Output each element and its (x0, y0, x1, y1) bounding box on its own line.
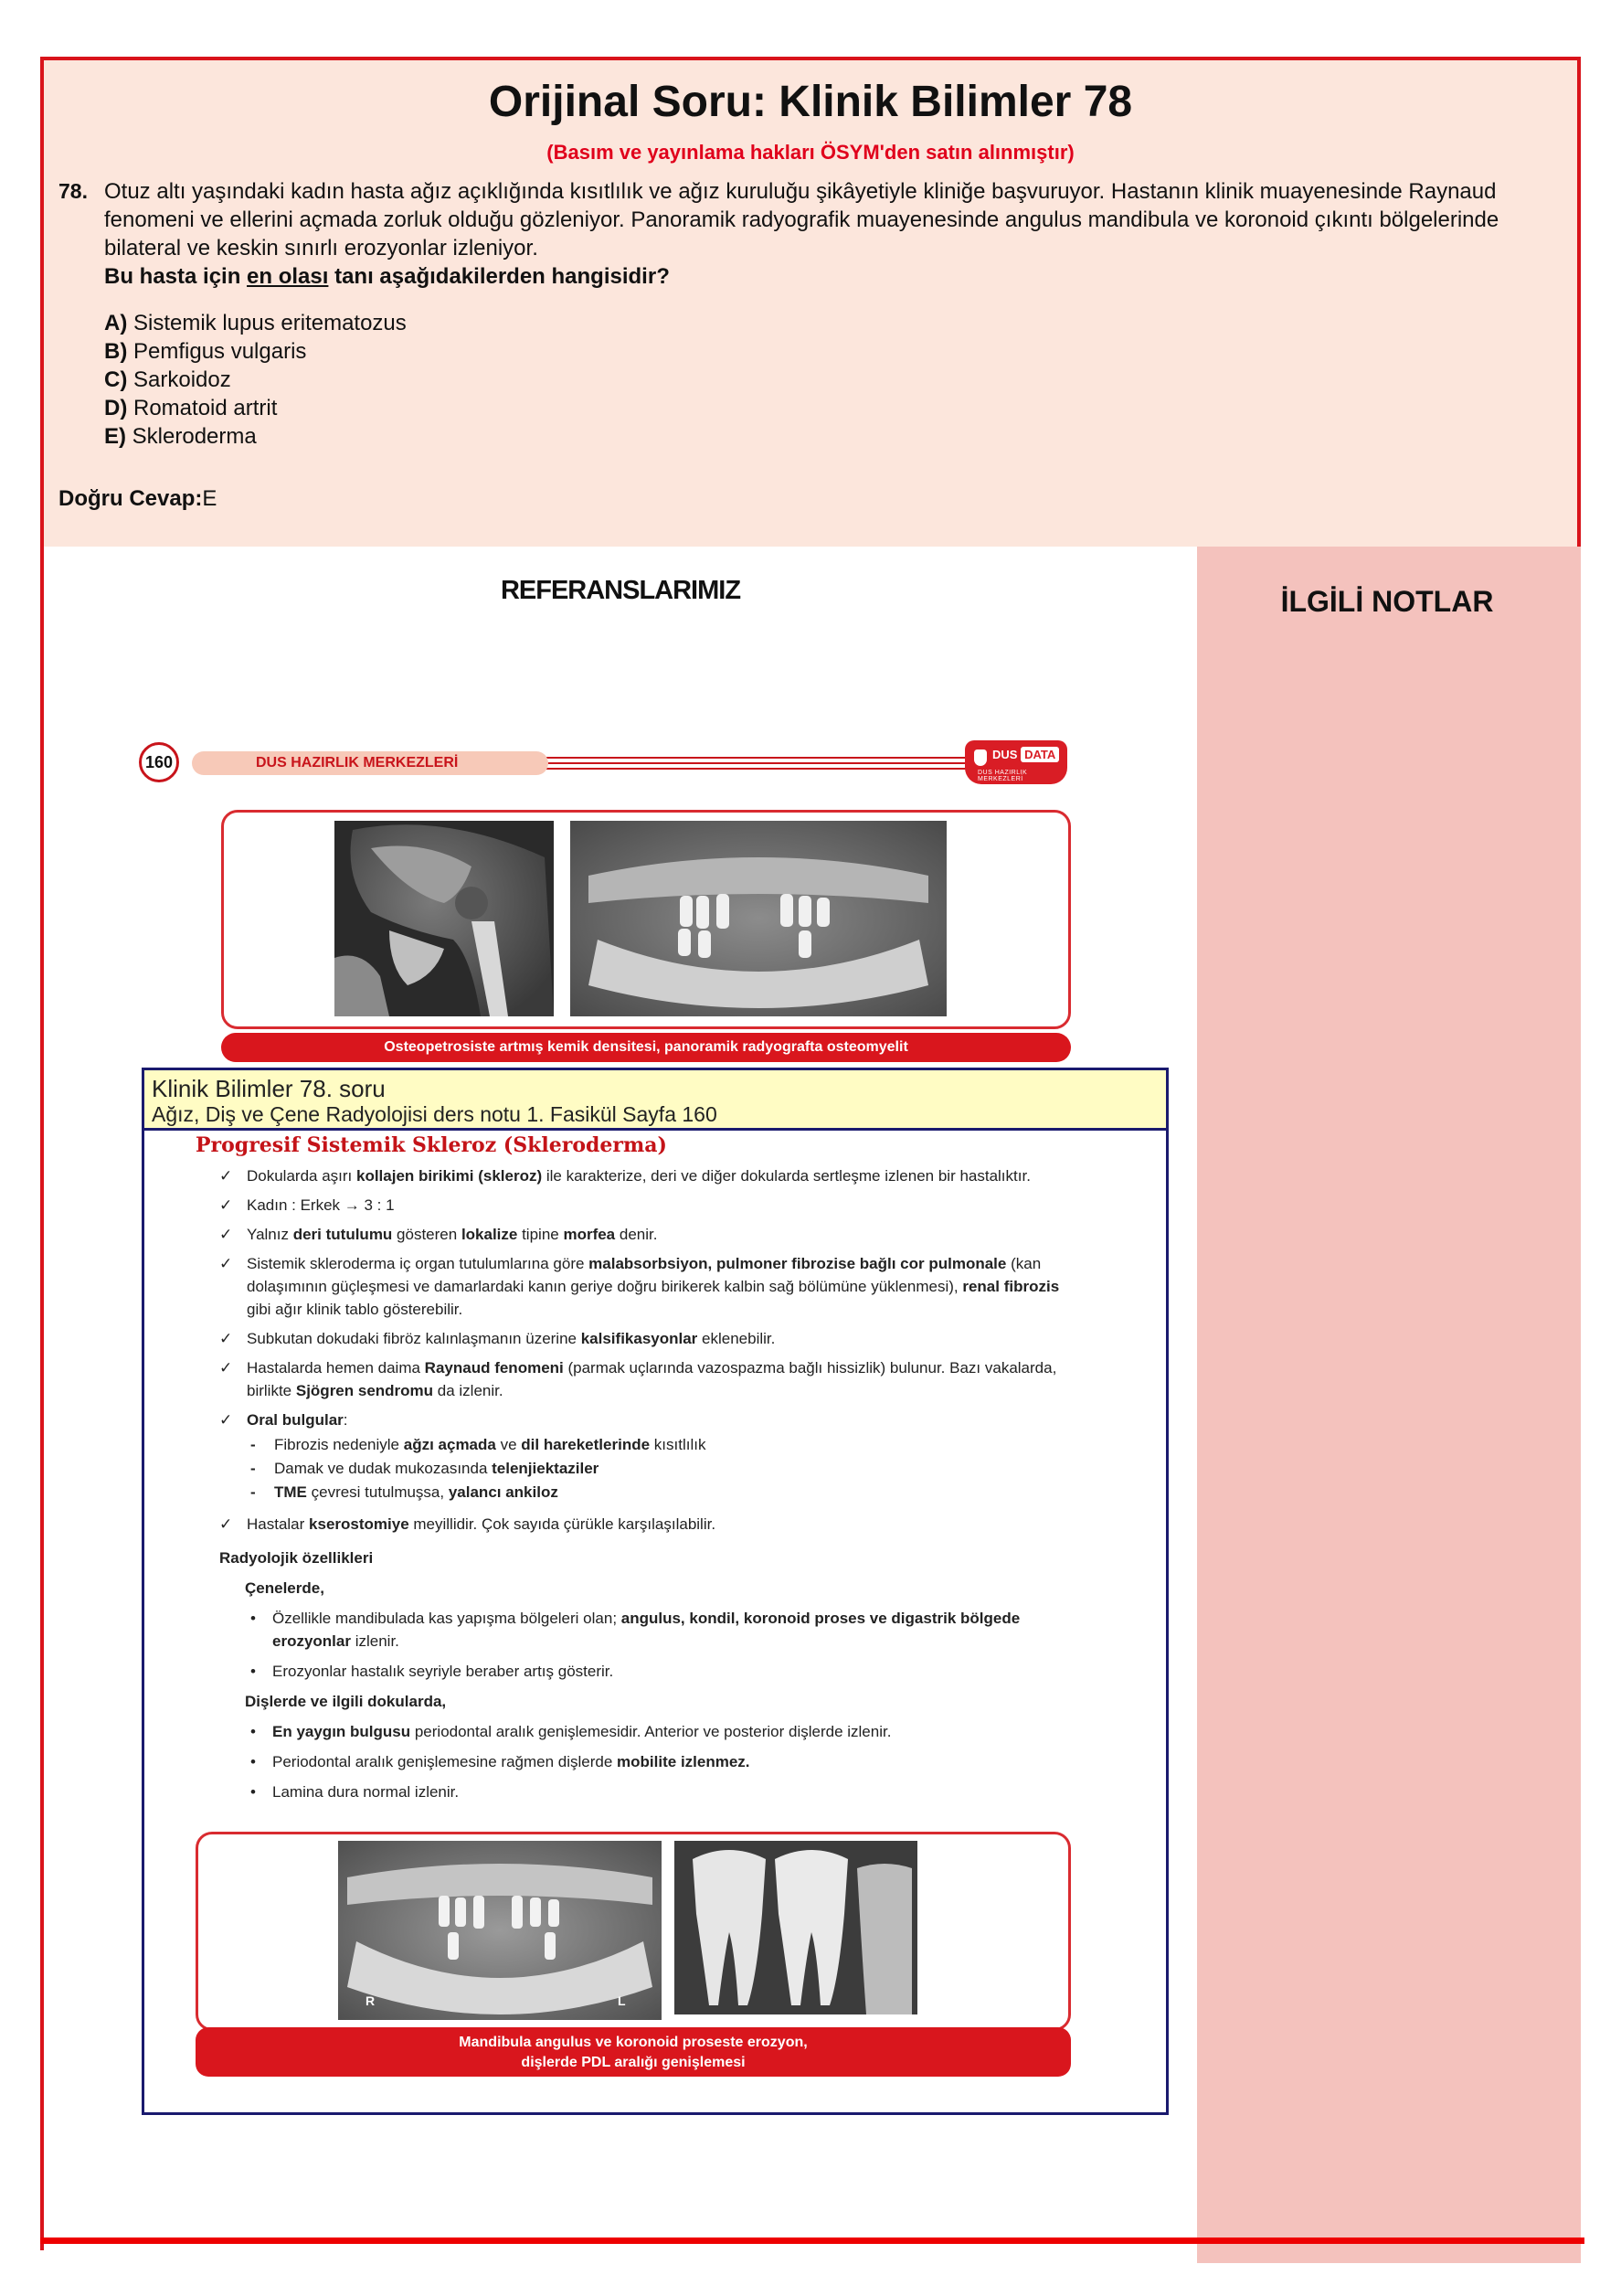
dash-marker: - (250, 1436, 256, 1453)
logo-subtext: DUS HAZIRLIK MERKEZLERİ (978, 770, 1028, 782)
option-letter: C) (104, 367, 128, 392)
text: Sistemik skleroderma iç organ tutulumlarına göre (247, 1255, 589, 1272)
dash-marker: - (250, 1483, 256, 1501)
option-text: Romatoid artrit (133, 396, 278, 420)
dot-item (219, 1750, 1071, 1773)
text: tipine (517, 1226, 564, 1243)
dot-item (219, 1607, 1071, 1653)
caption-line: dişlerde PDL aralığı genişlemesi (521, 2055, 746, 2070)
header-rule (541, 762, 998, 764)
text: Dokularda aşırı (247, 1167, 356, 1185)
text: Subkutan dokudaki fibröz kalınlaşmanın üzerine (247, 1330, 581, 1347)
references-title: REFERANSLARIMIZ (500, 576, 741, 605)
dash-marker: - (250, 1460, 256, 1477)
bullet-item (219, 1252, 1071, 1321)
check-icon: ✓ (219, 1196, 233, 1214)
dot-item (219, 1660, 1071, 1683)
radiology-heading: Radyolojik özellikleri (219, 1549, 374, 1567)
dot-marker: • (250, 1610, 256, 1627)
logo-text (992, 748, 1059, 761)
text: Periodontal aralık genişlemesine rağmen dişlerde (272, 1753, 618, 1770)
text: Hastalarda hemen daima (247, 1359, 425, 1377)
bullet-item (219, 1408, 1071, 1431)
text: : (343, 1411, 348, 1429)
text: Kadın : Erkek → 3 : 1 (247, 1196, 395, 1214)
question-number: 78. (58, 179, 88, 203)
cephalometric-ct-image (334, 821, 554, 1016)
text-bold: TME (274, 1483, 307, 1501)
text-bold: kserostomiye (309, 1515, 409, 1533)
top-image-caption: Osteopetrosiste artmış kemik densitesi, panoramik radyografta osteomyelit (221, 1033, 1071, 1062)
option-e (104, 422, 407, 451)
check-icon: ✓ (219, 1167, 233, 1185)
text: Lamina dura normal izlenir. (272, 1783, 460, 1801)
check-icon: ✓ (219, 1226, 233, 1243)
check-icon: ✓ (219, 1255, 233, 1272)
caption-line: Mandibula angulus ve koronoid proseste erozyon, (459, 2035, 808, 2050)
answer-value: E (202, 486, 217, 511)
book-page-header (139, 740, 1071, 786)
text-bold: telenjiektaziler (492, 1460, 599, 1477)
header-band: DUS HAZIRLIK MERKEZLERİ (192, 751, 548, 775)
option-letter: E) (104, 424, 126, 449)
periapical-illustration (674, 1841, 917, 2014)
text-bold: morfea (563, 1226, 616, 1243)
answer-options (104, 309, 407, 451)
option-text: Sistemik lupus eritematozus (133, 311, 407, 335)
header-rule (541, 768, 998, 770)
text-bold: Raynaud fenomeni (424, 1359, 564, 1377)
answer-label: Doğru Cevap: (58, 486, 203, 511)
text: Özellikle mandibulada kas yapışma bölgeleri olan; (272, 1610, 621, 1627)
option-text: Skleroderma (132, 424, 257, 449)
ct-skull-illustration (334, 821, 554, 1016)
bullet-item (219, 1223, 1071, 1246)
text: Damak ve dudak mukozasında (274, 1460, 493, 1477)
option-letter: A) (104, 311, 128, 335)
option-c (104, 366, 407, 394)
text: meyillidir. Çok sayıda çürükle karşılaşılabilir. (408, 1515, 716, 1533)
text-bold: dil hareketlerinde (521, 1436, 651, 1453)
bullet-item (219, 1164, 1071, 1187)
text-bold: malabsorbsiyon, pulmoner fibrozise bağlı cor pulmonale (588, 1255, 1007, 1272)
logo-badge: DATA (1021, 747, 1059, 762)
bottom-border (40, 2238, 1584, 2244)
prompt-emphasis: en olası (247, 264, 329, 289)
text-bold: lokalize (461, 1226, 518, 1243)
logo-word: DUS (992, 748, 1018, 761)
xray-marker-l: L (618, 1993, 626, 2008)
text: gibi ağır klinik tablo gösterebilir. (247, 1301, 463, 1318)
dot-item (219, 1780, 1071, 1803)
text: kısıtlılık (650, 1436, 706, 1453)
bullet-item (219, 1194, 1071, 1217)
check-icon: ✓ (219, 1330, 233, 1347)
text-bold: angulus, kondil, koronoid proses ve digastrik bölgede erozyonlar (272, 1610, 1021, 1650)
text: ile karakterize, deri ve diğer dokularda sertleşme izlenen bir hastalıktır. (542, 1167, 1031, 1185)
text: izlenir. (350, 1632, 399, 1650)
sub-item (219, 1457, 1071, 1480)
text-bold: yalancı ankiloz (448, 1483, 558, 1501)
bullet-item (219, 1327, 1071, 1350)
teeth-heading: Dişlerde ve ilgili dokularda, (245, 1693, 447, 1710)
sub-item (219, 1433, 1071, 1456)
prompt-part: tanı aşağıdakilerden hangisidir? (328, 264, 670, 289)
page-number: 160 (139, 742, 179, 782)
text-bold: ağzı açmada (403, 1436, 496, 1453)
section-content (219, 1164, 1071, 1811)
text: periodontal aralık genişlemesidir. Anterior ve posterior dişlerde izlenir. (410, 1723, 892, 1740)
option-b (104, 337, 407, 366)
question-text: Otuz altı yaşındaki kadın hasta ağız açıklığında kısıtlılık ve ağız kuruluğu şikâyetiyle kliniğe başvuruyor. Hastanın klinik muayenesinde Raynaud fenomeni ve ellerini açmada zorluk olduğu gözleniyor. Panoramik radyografik muayenesinde angulus mandibula ve koronoid çıkıntı bölgelerinde bilateral ve keskin sınırlı erozyonlar izleniyor. (104, 179, 1499, 260)
page-title: Orijinal Soru: Klinik Bilimler 78 (488, 78, 1133, 126)
option-text: Pemfigus vulgaris (133, 339, 307, 364)
dot-item (219, 1720, 1071, 1743)
text: da izlenir. (433, 1382, 503, 1399)
text-bold: kalsifikasyonlar (580, 1330, 698, 1347)
panoramic-xray-image (570, 821, 947, 1016)
option-d (104, 394, 407, 422)
option-a (104, 309, 407, 337)
prompt-part: Bu hasta için (104, 264, 248, 289)
panoramic-erosion-image (338, 1841, 662, 2020)
text-bold: deri tutulumu (292, 1226, 393, 1243)
text-bold: Sjögren sendromu (295, 1382, 434, 1399)
text: ve (495, 1436, 522, 1453)
option-letter: B) (104, 339, 128, 364)
text: Yalnız (247, 1226, 293, 1243)
text: Erozyonlar hastalık seyriyle beraber artış gösterir. (272, 1663, 614, 1680)
text-bold: Oral bulgular (247, 1411, 344, 1429)
notes-title: İLGİLİ NOTLAR (1280, 585, 1494, 618)
check-icon: ✓ (219, 1359, 233, 1377)
text: çevresi tutulmuşsa, (306, 1483, 449, 1501)
option-text: Sarkoidoz (133, 367, 231, 392)
text: Fibrozis nedeniyle (274, 1436, 404, 1453)
option-letter: D) (104, 396, 128, 420)
xray-marker-r: R (366, 1993, 376, 2008)
text-bold: En yaygın bulgusu (272, 1723, 411, 1740)
bullet-item (219, 1356, 1071, 1402)
periapical-xray-image (674, 1841, 917, 2014)
check-icon: ✓ (219, 1515, 233, 1533)
bullet-item (219, 1513, 1071, 1536)
notes-panel (1197, 547, 1581, 2263)
dot-marker: • (250, 1783, 256, 1801)
dot-marker: • (250, 1663, 256, 1680)
section-title: Progresif Sistemik Skleroz (Skleroderma) (196, 1133, 667, 1157)
text: eklenebilir. (697, 1330, 776, 1347)
dusdata-logo (965, 740, 1067, 784)
dot-marker: • (250, 1723, 256, 1740)
sub-item (219, 1481, 1071, 1504)
panoramic-illustration (338, 1841, 662, 2020)
tooth-icon (974, 749, 987, 766)
check-icon: ✓ (219, 1411, 233, 1429)
panoramic-illustration (570, 821, 947, 1016)
header-rule (541, 757, 998, 759)
text: Hastalar (247, 1515, 310, 1533)
question-body (104, 177, 1548, 291)
text-bold: kollajen birikimi (skleroz) (356, 1167, 543, 1185)
bottom-image-caption (196, 2027, 1071, 2077)
question-prompt (104, 262, 1548, 291)
text: (parmak uçlarında vazospazma bağlı hissizlik) bulunur. Bazı vakalarda, birlikte (247, 1359, 1057, 1399)
text: gösteren (392, 1226, 461, 1243)
copyright-note: (Basım ve yayınlama hakları ÖSYM'den satın alınmıştır) (546, 141, 1075, 164)
text: (kan dolaşımının güçleşmesi ve damarlardaki kanın geriye doğru birikerek kalbin sağ bölümüne yüklenmesi), (247, 1255, 1042, 1295)
dot-marker: • (250, 1753, 256, 1770)
text-bold: renal fibrozis (962, 1278, 1060, 1295)
reference-note-title: Klinik Bilimler 78. soru (152, 1075, 386, 1102)
correct-answer (58, 486, 217, 512)
reference-note-subtitle: Ağız, Diş ve Çene Radyolojisi ders notu 1. Fasikül Sayfa 160 (152, 1102, 717, 1126)
text: denir. (615, 1226, 658, 1243)
text-bold: mobilite izlenmez. (617, 1753, 750, 1770)
jaws-heading: Çenelerde, (245, 1579, 324, 1597)
